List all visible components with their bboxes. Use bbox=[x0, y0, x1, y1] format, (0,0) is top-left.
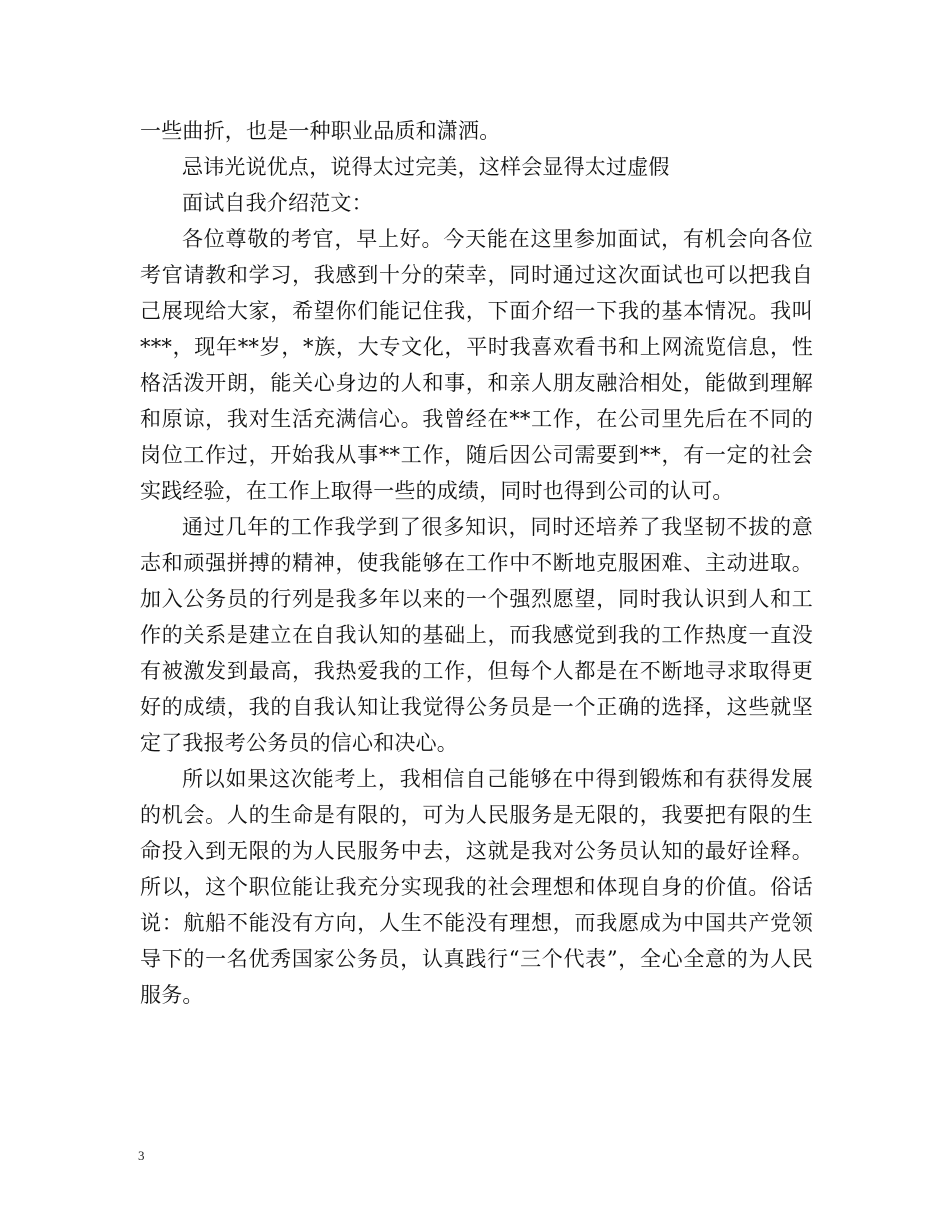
paragraph: 所以如果这次能考上，我相信自己能够在中得到锻炼和有获得发展的机会。人的生命是有限的，可为人民服务是无限的，我要把有限的生命投入到无限的为人民服务中去，这就是我对公务员认知的最好诠释。所以，这个职位能让我充分实现我的社会理想和体现自身的价值。俗话说：航船不能没有方向，人生不能没有理想，而我愿成为中国共产党领导下的一名优秀国家公务员，认真践行“三个代表”，全心全意的为人民服务。 bbox=[140, 767, 813, 1007]
paragraph: 通过几年的工作我学到了很多知识，同时还培养了我坚韧不拔的意志和顽强拼搏的精神，使我能够在工作中不断地克服困难、主动进取。加入公务员的行列是我多年以来的一个强烈愿望，同时我认识到人和工作的关系是建立在自我认知的基础上，而我感觉到我的工作热度一直没有被激发到最高，我热爱我的工作，但每个人都是在不断地寻求取得更好的成绩，我的自我认知让我觉得公务员是一个正确的选择，这些就坚定了我报考公务员的信心和决心。 bbox=[140, 515, 813, 755]
paragraph: 各位尊敬的考官，早上好。今天能在这里参加面试，有机会向各位考官请教和学习，我感到十分的荣幸，同时通过这次面试也可以把我自己展现给大家，希望你们能记住我，下面介绍一下我的基本情况。我叫***，现年**岁，*族，大专文化，平时我喜欢看书和上网流览信息，性格活泼开朗，能关心身边的人和事，和亲人朋友融洽相处，能做到理解和原谅，我对生活充满信心。我曾经在**工作，在公司里先后在不同的岗位工作过，开始我从事**工作，随后因公司需要到**，有一定的社会实践经验，在工作上取得一些的成绩，同时也得到公司的认可。 bbox=[140, 227, 813, 503]
paragraph: 一些曲折，也是一种职业品质和潇洒。 bbox=[140, 119, 501, 143]
page-number: 3 bbox=[138, 1148, 145, 1163]
paragraph: 忌讳光说优点，说得太过完美，这样会显得太过虚假 bbox=[182, 155, 670, 179]
document-body bbox=[140, 113, 813, 1013]
paragraph: 面试自我介绍范文： bbox=[182, 191, 373, 215]
